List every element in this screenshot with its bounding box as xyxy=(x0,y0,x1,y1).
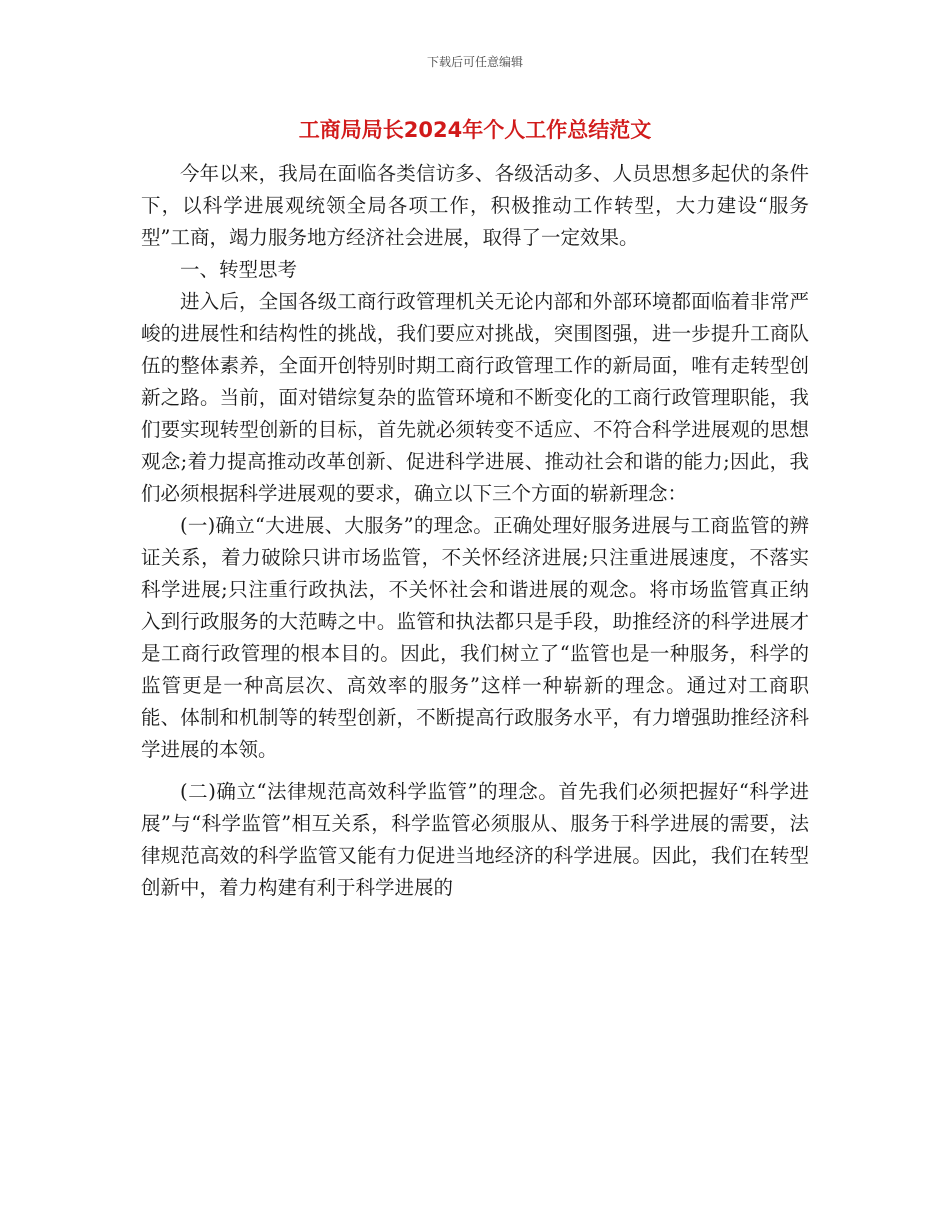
section-heading: 一、转型思考 xyxy=(180,258,298,281)
paragraph-section-1: 进入后，全国各级工商行政管理机关无论内部和外部环境都面临着非常严峻的进展性和结构性的挑战，我们要应对挑战，突围图强，进一步提升工商队伍的整体素养，全面开创特别时期工商行政管理工作的新局面，唯有走转型创新之路。当前，面对错综复杂的监管环境和不断变化的工商行政管理职能，我们要实现转型创新的目标，首先就必须转变不适应、不符合科学进展观的思想观念;着力提高推动改革创新、促进科学进展、推动社会和谐的能力;因此，我们必须根据科学进展观的要求，确立以下三个方面的崭新理念： xyxy=(141,290,809,505)
document-body xyxy=(141,158,809,904)
paragraph-item-1: (一)确立“大进展、大服务”的理念。正确处理好服务进展与工商监管的辨证关系，着力破除只讲市场监管，不关怀经济进展;只注重进展速度，不落实科学进展;只注重行政执法，不关怀社会和谐进展的观念。将市场监管真正纳入到行政服务的大范畴之中。监管和执法都只是手段，助推经济的科学进展才是工商行政管理的根本目的。因此，我们树立了“监管也是一种服务，科学的监管更是一种高层次、高效率的服务”这样一种崭新的理念。通过对工商职能、体制和机制等的转型创新，不断提高行政服务水平，有力增强助推经济科学进展的本领。 xyxy=(141,514,809,761)
paragraph-intro: 今年以来，我局在面临各类信访多、各级活动多、人员思想多起伏的条件下，以科学进展观统领全局各项工作，积极推动工作转型，大力建设“服务型”工商，竭力服务地方经济社会进展，取得了一定效果。 xyxy=(141,162,809,249)
paragraph-item-2: (二)确立“法律规范高效科学监管”的理念。首先我们必须把握好“科学进展”与“科学监管”相互关系，科学监管必须服从、服务于科学进展的需要，法律规范高效的科学监管又能有力促进当地经济的科学进展。因此，我们在转型创新中，着力构建有利于科学进展的 xyxy=(141,780,809,899)
document-title: 工商局局长2024年个人工作总结范文 xyxy=(298,118,652,142)
header-note: 下载后可任意编辑 xyxy=(426,55,523,69)
